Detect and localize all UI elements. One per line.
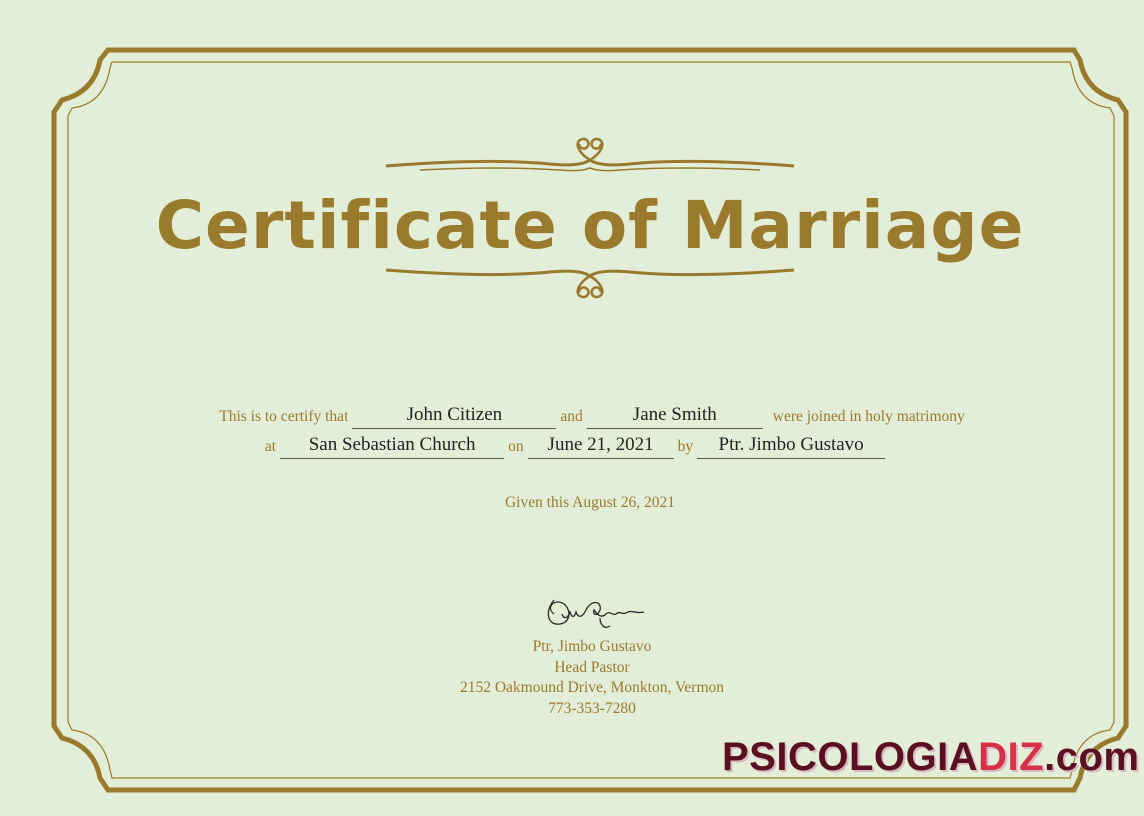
watermark	[722, 732, 1139, 782]
issuer-name: Ptr, Jimbo Gustavo	[532, 638, 652, 655]
issuer-block	[0, 637, 1144, 719]
watermark-part2: DIZ	[978, 735, 1045, 779]
date-field: June 21, 2021	[528, 434, 674, 459]
groom-field: Jane Smith	[587, 404, 763, 429]
bride-field: John Citizen	[352, 404, 556, 429]
certificate-title: Certificate of Marriage	[155, 187, 1025, 264]
issuer-address: 2152 Oakmound Drive, Monkton, Vermon	[459, 679, 725, 696]
by-label: by	[677, 438, 694, 455]
issuer-role: Head Pastor	[554, 658, 630, 676]
place-field: San Sebastian Church	[280, 434, 504, 459]
joined-label: were joined in holy matrimony	[772, 408, 965, 425]
issuer-phone: 773-353-7280	[548, 699, 636, 717]
on-label: on	[508, 438, 524, 455]
and-label: and	[560, 408, 583, 425]
ceremony-line	[0, 434, 1144, 459]
officiant-field: Ptr. Jimbo Gustavo	[697, 434, 885, 459]
given-date: Given this August 26, 2021	[504, 494, 676, 511]
bottom-flourish	[380, 266, 800, 306]
watermark-part1: PSICOLOGIA	[722, 735, 979, 779]
certify-line	[0, 404, 1144, 429]
at-label: at	[264, 438, 277, 455]
intro-label: This is to certify that	[219, 408, 349, 425]
top-flourish	[380, 136, 800, 176]
watermark-part3: .com	[1044, 735, 1140, 779]
signature	[540, 594, 652, 638]
